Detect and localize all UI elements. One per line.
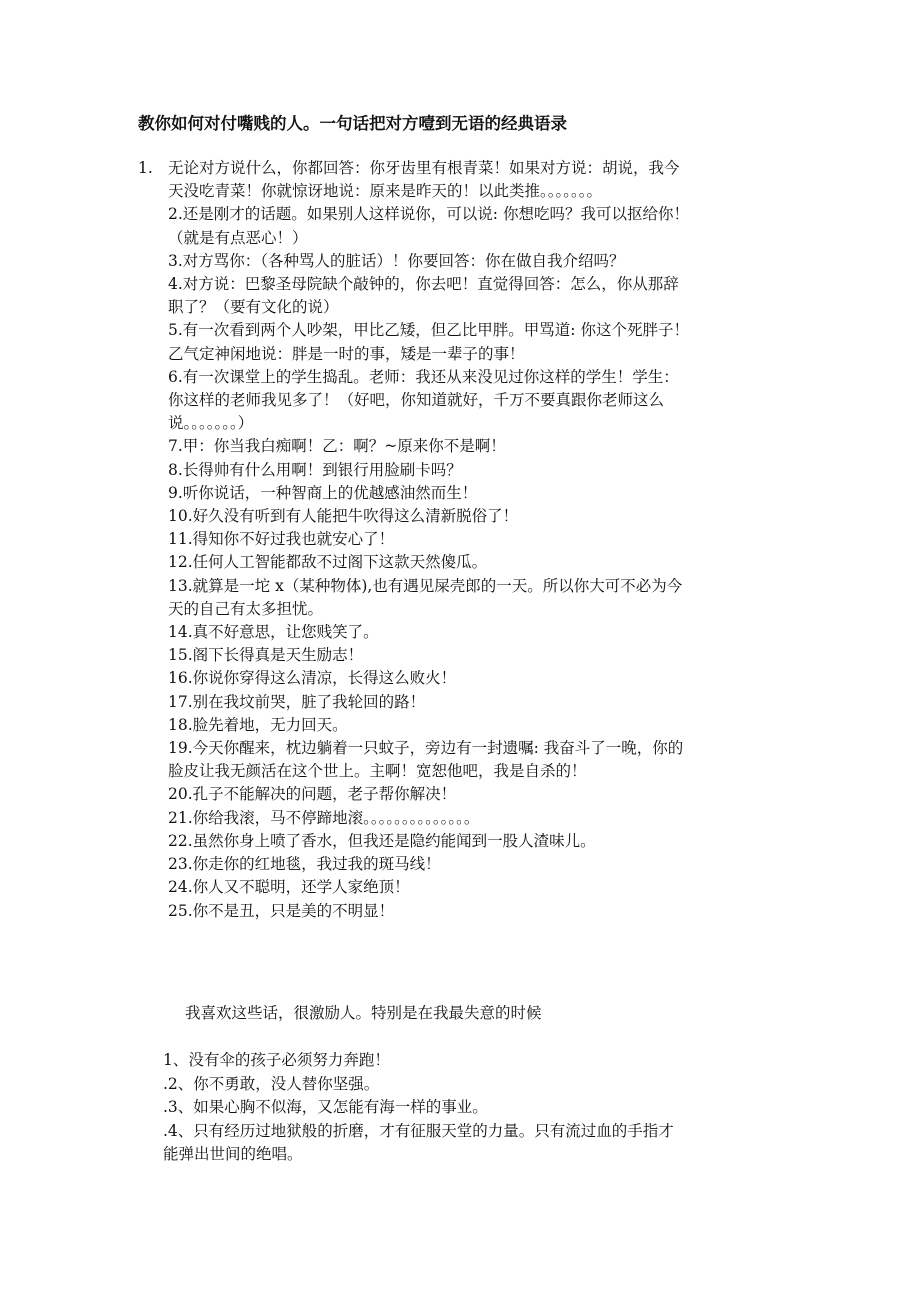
list-item	[138, 621, 788, 644]
quote-list	[138, 157, 788, 923]
list-item-line: 无论对方说什么，你都回答：你牙齿里有根青菜！如果对方说：胡说，我今	[168, 159, 680, 177]
list-item	[138, 737, 788, 783]
list-item-line: 20.孔子不能解决的问题，老子帮你解决！	[168, 785, 457, 804]
list-item	[138, 435, 788, 458]
list-item-line: 职了？（要有文化的说）	[168, 298, 339, 317]
list-item-line: 1、没有伞的孩子必须努力奔跑！	[163, 1051, 390, 1069]
section-heading: 我喜欢这些话，很激励人。特别是在我最失意的时候	[185, 1004, 542, 1022]
list-item	[138, 691, 788, 714]
list-item-line: 14.真不好意思，让您贱笑了。	[168, 623, 379, 642]
list-item-line: 6.有一次课堂上的学生捣乱。老师：我还从来没见过你这样的学生！学生：	[168, 367, 679, 386]
list-item-line: 13.就算是一坨 x（某种物体),也有遇见屎壳郎的一天。所以你大可不必为今	[168, 576, 683, 595]
list-item-number: 1.	[138, 159, 153, 177]
list-item	[163, 1073, 803, 1097]
list-item-line: 天没吃青菜！你就惊讶地说：原来是昨天的！以此类推。。。。。。。	[168, 182, 603, 201]
list-item	[163, 1096, 803, 1120]
list-item-line: 2.还是刚才的话题。如果别人这样说你，可以说: 你想吃吗？我可以抠给你！	[168, 205, 689, 224]
list-item	[138, 644, 788, 667]
list-item-line: 15.阁下长得真是天生励志！	[168, 646, 364, 665]
document-title: 教你如何对付嘴贱的人。一句话把对方噎到无语的经典语录	[138, 114, 567, 133]
list-item	[138, 250, 788, 273]
list-item-line: 天的自己有太多担忧。	[168, 599, 324, 618]
list-item	[138, 667, 788, 690]
list-item	[163, 1049, 803, 1073]
list-item-line: 17.别在我坟前哭，脏了我轮回的路！	[168, 692, 426, 711]
list-item	[138, 853, 788, 876]
list-item-line: 25.你不是丑，只是美的不明显！	[168, 901, 395, 920]
list-item	[138, 366, 788, 436]
list-item-line: 10.好久没有听到有人能把牛吹得这么清新脱俗了！	[168, 507, 519, 526]
list-item-line: .3、如果心胸不似海，又怎能有海一样的事业。	[163, 1098, 488, 1116]
list-item	[138, 807, 788, 830]
list-item-line: .4、只有经历过地狱般的折磨，才有征服天堂的力量。只有流过血的手指才	[163, 1121, 674, 1140]
list-item-line: 4.对方说：巴黎圣母院缺个敲钟的，你去吧！直觉得回答：怎么，你从那辞	[168, 275, 679, 294]
list-item-line: 5.有一次看到两个人吵架，甲比乙矮，但乙比甲胖。甲骂道: 你这个死胖子！	[168, 321, 689, 340]
list-item-line: 脸皮让我无颜活在这个世上。主啊！宽恕他吧，我是自杀的！	[168, 762, 587, 781]
list-item	[138, 900, 788, 923]
list-item	[163, 1120, 803, 1167]
list-items	[138, 203, 788, 922]
list-item	[138, 505, 788, 528]
list-item	[138, 528, 788, 551]
list-item-line: 7.甲：你当我白痴啊！乙：啊？~原来你不是啊！	[168, 437, 506, 456]
list-item-line: 19.今天你醒来，枕边躺着一只蚊子，旁边有一封遗嘱: 我奋斗了一晚，你的	[168, 739, 684, 758]
list-item	[138, 575, 788, 621]
list-item	[138, 157, 788, 203]
list-item	[138, 876, 788, 899]
list-item-line: 16.你说你穿得这么清凉，长得这么败火！	[168, 669, 457, 688]
list-item	[138, 482, 788, 505]
inspiration-list	[163, 1049, 803, 1167]
list-item-line: 12.任何人工智能都敌不过阁下这款天然傻瓜。	[168, 553, 488, 572]
list-item-line: 9.听你说话，一种智商上的优越感油然而生！	[168, 483, 478, 502]
list-item-line: 24.你人又不聪明，还学人家绝顶！	[168, 878, 410, 897]
list-item-line: 23.你走你的红地毯，我过我的斑马线！	[168, 855, 441, 874]
list-item-line: .2、你不勇敢，没人替你坚强。	[163, 1074, 380, 1093]
list-item	[138, 203, 788, 249]
list-item-line: 能弹出世间的绝唱。	[163, 1145, 303, 1163]
list-item-line: 8.长得帅有什么用啊！到银行用脸刷卡吗？	[168, 460, 462, 479]
list-item	[138, 459, 788, 482]
list-item	[138, 273, 788, 319]
list-item	[138, 714, 788, 737]
list-item-line: 18.脸先着地，无力回天。	[168, 715, 348, 734]
list-item	[138, 319, 788, 365]
list-item-line: 你这样的老师我见多了！（好吧，你知道就好，千万不要真跟你老师这么	[168, 391, 665, 410]
list-item	[138, 783, 788, 806]
list-item-line: （就是有点恶心！）	[168, 228, 308, 247]
list-item	[138, 830, 788, 853]
list-item	[138, 551, 788, 574]
list-item-line: 说。。。。。。。）	[168, 414, 254, 433]
list-item-line: 11.得知你不好过我也就安心了！	[168, 530, 395, 549]
list-item-line: 3.对方骂你：（各种骂人的脏话）！你要回答：你在做自我介绍吗？	[168, 251, 625, 270]
list-item-line: 乙气定神闲地说：胖是一时的事，矮是一辈子的事！	[168, 344, 525, 363]
list-item-line: 22.虽然你身上喷了香水，但我还是隐约能闻到一股人渣味儿。	[168, 831, 596, 850]
list-item-line: 21.你给我滚，马不停蹄地滚。。。。。。。。。。。。。。	[168, 808, 480, 827]
list-items	[163, 1049, 803, 1167]
